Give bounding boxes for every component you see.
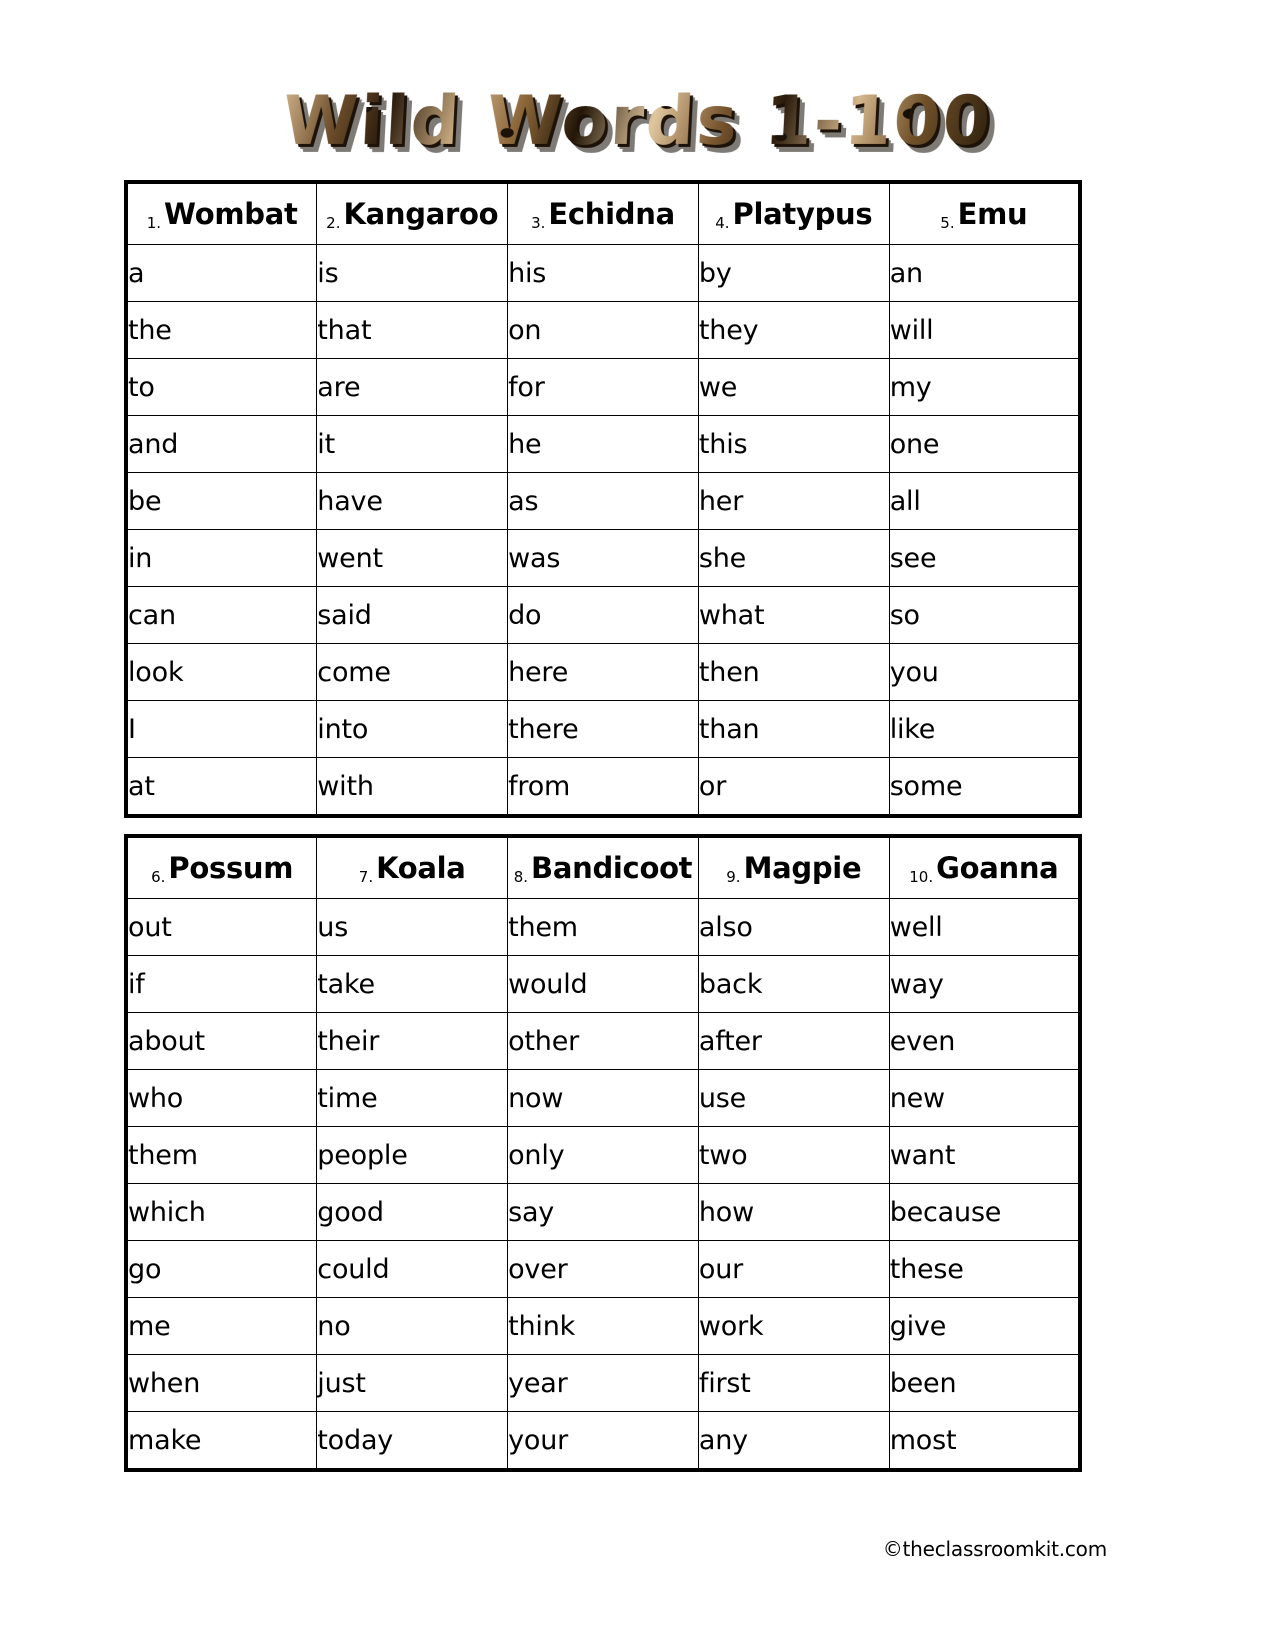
word-cell: that (317, 302, 508, 359)
word-cell: or (698, 758, 889, 817)
word-cell: an (889, 245, 1080, 302)
word-cell: he (508, 416, 699, 473)
column-header-label: Kangaroo (343, 197, 499, 231)
word-cell: even (889, 1013, 1080, 1070)
word-cell: and (126, 416, 317, 473)
table-row (126, 1013, 1080, 1070)
word-cell: after (698, 1013, 889, 1070)
word-cell: there (508, 701, 699, 758)
word-cell: which (126, 1184, 317, 1241)
page-title-container (0, 82, 1275, 161)
column-header-magpie (698, 836, 889, 899)
word-cell: when (126, 1355, 317, 1412)
word-cell: we (698, 359, 889, 416)
word-cell: any (698, 1412, 889, 1471)
word-cell: are (317, 359, 508, 416)
word-table-2 (124, 834, 1082, 1472)
column-header-label: Goanna (936, 851, 1059, 885)
word-cell: first (698, 1355, 889, 1412)
column-header-label: Echidna (548, 197, 675, 231)
table-row (126, 1070, 1080, 1127)
word-cell: could (317, 1241, 508, 1298)
word-cell: about (126, 1013, 317, 1070)
word-table-2-body (126, 899, 1080, 1471)
table-row (126, 758, 1080, 817)
column-header-number: 4. (715, 214, 730, 232)
column-header-emu (889, 182, 1080, 245)
column-header-number: 8. (513, 868, 529, 886)
column-header-kangaroo (317, 182, 508, 245)
column-header-echidna (508, 182, 699, 245)
table-row (126, 416, 1080, 473)
word-cell: as (508, 473, 699, 530)
column-header-number: 2. (326, 214, 341, 232)
table-row (126, 1355, 1080, 1412)
word-cell: who (126, 1070, 317, 1127)
word-cell: also (698, 899, 889, 956)
word-cell: people (317, 1127, 508, 1184)
word-cell: will (889, 302, 1080, 359)
word-cell: want (889, 1127, 1080, 1184)
word-cell: my (889, 359, 1080, 416)
word-cell: year (508, 1355, 699, 1412)
table-row (126, 701, 1080, 758)
table-header-row (126, 182, 1080, 245)
word-cell: do (508, 587, 699, 644)
word-cell: us (317, 899, 508, 956)
table-row (126, 1298, 1080, 1355)
word-cell: than (698, 701, 889, 758)
table-row (126, 1184, 1080, 1241)
word-cell: only (508, 1127, 699, 1184)
word-cell: your (508, 1412, 699, 1471)
column-header-label: Magpie (743, 851, 862, 885)
word-cell: today (317, 1412, 508, 1471)
word-cell: two (698, 1127, 889, 1184)
word-cell: for (508, 359, 699, 416)
word-cell: what (698, 587, 889, 644)
word-cell: well (889, 899, 1080, 956)
word-cell: one (889, 416, 1080, 473)
word-cell: our (698, 1241, 889, 1298)
word-cell: on (508, 302, 699, 359)
word-cell: use (698, 1070, 889, 1127)
column-header-goanna (889, 836, 1080, 899)
word-table-1-body (126, 245, 1080, 817)
word-cell: would (508, 956, 699, 1013)
word-cell: out (126, 899, 317, 956)
word-cell: see (889, 530, 1080, 587)
word-cell: this (698, 416, 889, 473)
column-header-label: Koala (376, 851, 466, 885)
word-cell: went (317, 530, 508, 587)
word-cell: these (889, 1241, 1080, 1298)
word-table-2-head (126, 836, 1080, 899)
column-header-possum (126, 836, 317, 899)
word-cell: go (126, 1241, 317, 1298)
word-cell: them (126, 1127, 317, 1184)
word-cell: no (317, 1298, 508, 1355)
table-row (126, 530, 1080, 587)
word-cell: work (698, 1298, 889, 1355)
word-cell: at (126, 758, 317, 817)
word-cell: think (508, 1298, 699, 1355)
table-row (126, 899, 1080, 956)
word-cell: come (317, 644, 508, 701)
column-header-wombat (126, 182, 317, 245)
word-cell: been (889, 1355, 1080, 1412)
column-header-number: 7. (358, 868, 374, 886)
word-cell: make (126, 1412, 317, 1471)
word-cell: me (126, 1298, 317, 1355)
word-cell: then (698, 644, 889, 701)
word-cell: just (317, 1355, 508, 1412)
word-cell: new (889, 1070, 1080, 1127)
table-row (126, 587, 1080, 644)
table-row (126, 302, 1080, 359)
word-cell: said (317, 587, 508, 644)
column-header-bandicoot (508, 836, 699, 899)
word-cell: say (508, 1184, 699, 1241)
word-cell: with (317, 758, 508, 817)
word-cell: way (889, 956, 1080, 1013)
word-cell: like (889, 701, 1080, 758)
word-cell: them (508, 899, 699, 956)
word-cell: it (317, 416, 508, 473)
word-cell: if (126, 956, 317, 1013)
word-cell: his (508, 245, 699, 302)
word-cell: give (889, 1298, 1080, 1355)
word-cell: time (317, 1070, 508, 1127)
column-header-number: 6. (151, 868, 166, 886)
table-row (126, 1412, 1080, 1471)
word-cell: in (126, 530, 317, 587)
column-header-label: Bandicoot (531, 851, 693, 885)
word-cell: to (126, 359, 317, 416)
column-header-label: Emu (957, 197, 1028, 231)
word-cell: now (508, 1070, 699, 1127)
word-cell: here (508, 644, 699, 701)
word-cell: have (317, 473, 508, 530)
word-cell: the (126, 302, 317, 359)
word-cell: take (317, 956, 508, 1013)
word-cell: by (698, 245, 889, 302)
word-cell: their (317, 1013, 508, 1070)
column-header-number: 9. (726, 868, 741, 886)
table-row (126, 359, 1080, 416)
word-cell: she (698, 530, 889, 587)
word-cell: how (698, 1184, 889, 1241)
table-row (126, 956, 1080, 1013)
word-cell: back (698, 956, 889, 1013)
column-header-koala (317, 836, 508, 899)
word-cell: from (508, 758, 699, 817)
column-header-label: Wombat (164, 197, 298, 231)
word-cell: so (889, 587, 1080, 644)
word-cell: you (889, 644, 1080, 701)
column-header-label: Possum (168, 851, 294, 885)
table-row (126, 1241, 1080, 1298)
word-cell: some (889, 758, 1080, 817)
word-cell: most (889, 1412, 1080, 1471)
word-cell: is (317, 245, 508, 302)
word-cell: other (508, 1013, 699, 1070)
word-cell: all (889, 473, 1080, 530)
word-cell: I (126, 701, 317, 758)
word-cell: into (317, 701, 508, 758)
table-header-row (126, 836, 1080, 899)
table-row (126, 473, 1080, 530)
page-title: Wild Words 1-100 (275, 88, 1000, 156)
word-cell: look (126, 644, 317, 701)
word-table-1-head (126, 182, 1080, 245)
table-row (126, 644, 1080, 701)
table-row (126, 245, 1080, 302)
column-header-number: 1. (146, 214, 162, 232)
word-cell: be (126, 473, 317, 530)
column-header-number: 5. (940, 214, 955, 232)
word-cell: her (698, 473, 889, 530)
word-table-1 (124, 180, 1082, 818)
word-cell: over (508, 1241, 699, 1298)
table-row (126, 1127, 1080, 1184)
column-header-number: 10. (909, 868, 934, 886)
word-cell: can (126, 587, 317, 644)
column-header-number: 3. (531, 214, 546, 232)
word-cell: they (698, 302, 889, 359)
word-cell: a (126, 245, 317, 302)
word-cell: good (317, 1184, 508, 1241)
word-cell: because (889, 1184, 1080, 1241)
word-cell: was (508, 530, 699, 587)
copyright-footer: ©theclassroomkit.com (882, 1537, 1107, 1561)
column-header-label: Platypus (732, 197, 873, 231)
column-header-platypus (698, 182, 889, 245)
